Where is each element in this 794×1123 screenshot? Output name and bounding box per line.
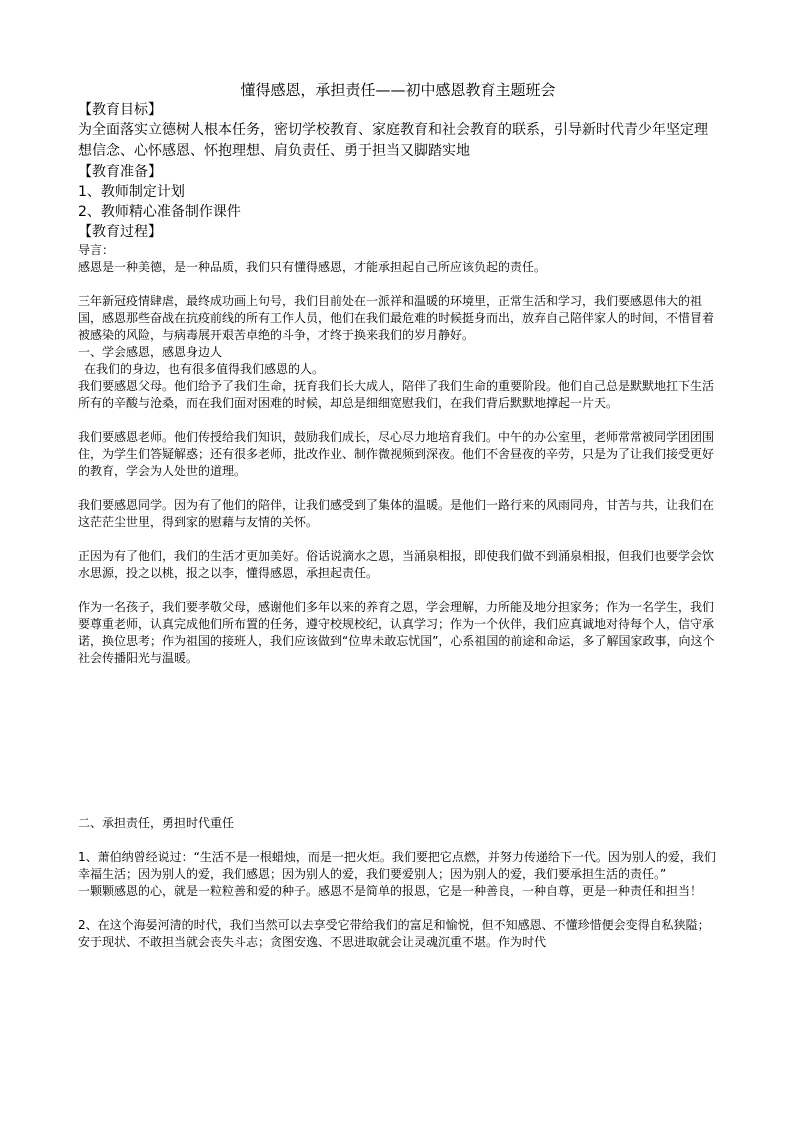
covid-paragraph: 三年新冠疫情肆虐，最终成功画上句号，我们目前处在一派祥和温暖的环境里，正常生活和学习，我们要感恩伟大的祖国，感恩那些奋战在抗疫前线的所有工作人员，他们在我们最危难的时候挺身而出，放弃自己陪伴家人的时间，不惜冒着被感染的风险，与病毒展开艰苦卓绝的斗争，才终于换来我们的岁月静好。 xyxy=(78,294,715,342)
process-heading: 【教育过程】 xyxy=(78,224,162,240)
goal-heading: 【教育目标】 xyxy=(78,102,162,118)
spacer xyxy=(78,531,718,548)
section2-title: 二、承担责任，勇担时代重任 xyxy=(78,816,235,830)
because-paragraph: 正因为有了他们，我们的生活才更加美好。俗话说滴水之恩，当涌泉相报，即使我们做不到涌泉相报，但我们也要学会饮水思源，投之以桃，报之以李，懂得感恩，承担起责任。 xyxy=(78,549,715,580)
spacer xyxy=(78,900,718,917)
classmates-paragraph: 我们要感恩同学。因为有了他们的陪伴，让我们感受到了集体的温暖。是他们一路行来的风雨同舟，甘苦与共，让我们在这茫茫尘世里，得到家的慰藉与友情的关怀。 xyxy=(78,498,715,529)
document-page xyxy=(78,80,718,951)
parents-paragraph: 我们要感恩父母。他们给予了我们生命，抚育我们长大成人，陪伴了我们生命的重要阶段。他们自己总是默默地扛下生活所有的辛酸与沧桑，而在我们面对困难的时候，却总是细细宽慰我们，在我们背后默默地撑起一片天。 xyxy=(78,379,715,410)
section1-title: 一、学会感恩，感恩身边人 xyxy=(78,345,223,359)
intro-label: 导言： xyxy=(78,243,115,257)
teachers-paragraph: 我们要感恩老师。他们传授给我们知识，鼓励我们成长，尽心尽力地培育我们。中午的办公室里，老师常常被同学团团围住，为学生们答疑解惑；还有很多老师，批改作业、制作微视频到深夜。他们不舍昼夜的辛劳，只是为了让我们接受更好的教育，学会为人处世的道理。 xyxy=(78,430,715,478)
quote-paragraph: 1、萧伯纳曾经说过：“生活不是一根蜡烛，而是一把火炬。我们要把它点燃，并努力传递给下一代。因为别人的爱，我们幸福生活；因为别人的爱，我们感恩；因为别人的爱，我们要爱别人；因为别人的爱，我们要承担生活的责任。” xyxy=(78,850,716,881)
era-paragraph: 2、在这个海晏河清的时代，我们当然可以去享受它带给我们的富足和愉悦，但不知感恩、不懂珍惜便会变得自私狭隘；安于现状、不敢担当就会丧失斗志；贪图安逸、不思进取就会让灵魂沉重不堪。作为时代 xyxy=(78,918,710,949)
spacer xyxy=(78,480,718,497)
roles-paragraph: 作为一名孩子，我们要孝敬父母，感谢他们多年以来的养育之恩，学会理解，力所能及地分担家务；作为一名学生，我们要尊重老师，认真完成他们所布置的任务，遵守校规校纪，认真学习；作为一个伙伴，我们应真诚地对待每个人，信守承诺，换位思考；作为祖国的接班人，我们应该做到“位卑未敢忘忧国”，心系祖国的前途和命运，多了解国家政事，向这个社会传播阳光与温暖。 xyxy=(78,600,715,665)
goal-text: 为全面落实立德树人根本任务，密切学校教育、家庭教育和社会教育的联系，引导新时代青少年坚定理想信念、心怀感恩、怀抱理想、肩负责任、勇于担当又脚踏实地 xyxy=(78,122,708,159)
spacer xyxy=(78,667,718,815)
prep-item: 2、教师精心准备制作课件 xyxy=(78,204,241,220)
spacer xyxy=(78,276,718,293)
section1-intro: 在我们的身边，也有很多值得我们感恩的人。 xyxy=(84,362,325,376)
spacer xyxy=(78,832,718,849)
prep-heading: 【教育准备】 xyxy=(78,164,162,180)
spacer xyxy=(78,412,718,429)
spacer xyxy=(78,582,718,599)
prep-item: 1、教师制定计划 xyxy=(78,184,185,200)
document-title: 懂得感恩，承担责任——初中感恩教育主题班会 xyxy=(240,81,556,99)
intro-text: 感恩是一种美德，是一种品质，我们只有懂得感恩，才能承担起自己所应该负起的责任。 xyxy=(78,260,547,274)
seed-paragraph: 一颗颗感恩的心，就是一粒粒善和爱的种子。感恩不是简单的报恩，它是一种善良，一种自尊，更是一种责任和担当！ xyxy=(78,884,703,898)
